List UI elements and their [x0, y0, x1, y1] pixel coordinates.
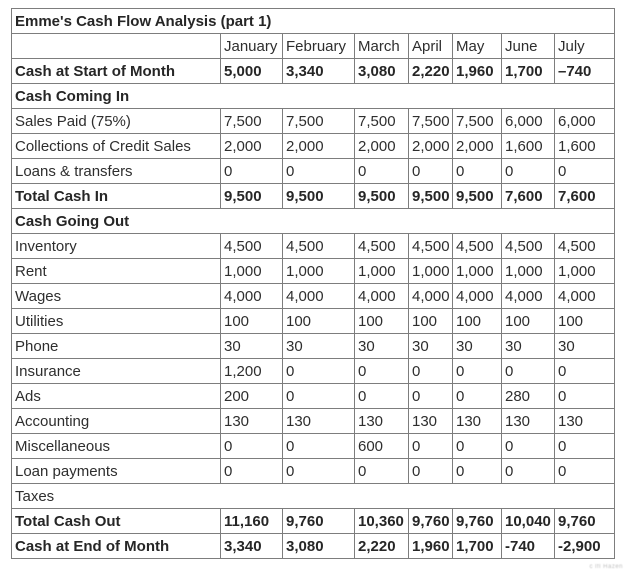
row-label-cell: Wages [12, 284, 221, 309]
table-row [12, 9, 615, 34]
value-cell: 1,000 [283, 259, 355, 284]
value-cell: 0 [409, 459, 453, 484]
value-cell: 1,600 [555, 134, 615, 159]
value-cell: 4,000 [283, 284, 355, 309]
value-cell: 30 [555, 334, 615, 359]
value-cell: 0 [355, 384, 409, 409]
table-row [12, 134, 615, 159]
value-cell: 130 [453, 409, 502, 434]
value-cell: 130 [409, 409, 453, 434]
section-label: Cash Coming In [12, 84, 615, 109]
month-header-cell: July [555, 34, 615, 59]
value-cell: –740 [555, 59, 615, 84]
value-cell: 9,500 [221, 184, 283, 209]
value-cell: 1,700 [453, 534, 502, 559]
value-cell: 9,760 [283, 509, 355, 534]
value-cell: 2,000 [355, 134, 409, 159]
value-cell: 4,000 [221, 284, 283, 309]
value-cell: 10,360 [355, 509, 409, 534]
month-header-cell: March [355, 34, 409, 59]
row-label-cell: Sales Paid (75%) [12, 109, 221, 134]
value-cell: 1,600 [502, 134, 555, 159]
value-cell: 0 [453, 459, 502, 484]
value-cell: 0 [555, 159, 615, 184]
value-cell: 9,760 [409, 509, 453, 534]
value-cell: 7,500 [283, 109, 355, 134]
value-cell: 0 [221, 459, 283, 484]
value-cell: 0 [283, 459, 355, 484]
value-cell: 280 [502, 384, 555, 409]
value-cell: 2,000 [409, 134, 453, 159]
month-header-cell: June [502, 34, 555, 59]
value-cell: 30 [453, 334, 502, 359]
month-header-cell: January [221, 34, 283, 59]
row-label-cell: Miscellaneous [12, 434, 221, 459]
value-cell: 30 [355, 334, 409, 359]
table-row [12, 84, 615, 109]
value-cell: 0 [555, 434, 615, 459]
row-label-cell: Inventory [12, 234, 221, 259]
table-row [12, 359, 615, 384]
row-label-cell: Total Cash In [12, 184, 221, 209]
value-cell: 0 [283, 359, 355, 384]
row-label-cell: Utilities [12, 309, 221, 334]
value-cell: 0 [283, 384, 355, 409]
value-cell: 0 [502, 359, 555, 384]
value-cell: 0 [555, 459, 615, 484]
row-label-cell: Phone [12, 334, 221, 359]
table-row [12, 309, 615, 334]
value-cell: 0 [453, 159, 502, 184]
table-body [12, 9, 615, 559]
table-title: Emme's Cash Flow Analysis (part 1) [12, 9, 615, 34]
table-row [12, 59, 615, 84]
value-cell: 0 [355, 459, 409, 484]
table-row [12, 534, 615, 559]
value-cell: 0 [502, 434, 555, 459]
value-cell: 0 [409, 384, 453, 409]
table-row [12, 159, 615, 184]
value-cell: 130 [283, 409, 355, 434]
value-cell: 1,000 [355, 259, 409, 284]
value-cell: 0 [283, 434, 355, 459]
value-cell: 0 [502, 159, 555, 184]
value-cell: 7,600 [555, 184, 615, 209]
table-row [12, 409, 615, 434]
value-cell: 7,500 [355, 109, 409, 134]
value-cell: 6,000 [502, 109, 555, 134]
row-label-cell: Loans & transfers [12, 159, 221, 184]
table-row [12, 234, 615, 259]
value-cell: 100 [502, 309, 555, 334]
month-header-cell: February [283, 34, 355, 59]
row-label-cell: Loan payments [12, 459, 221, 484]
table-row [12, 109, 615, 134]
value-cell: 9,500 [283, 184, 355, 209]
table-row [12, 459, 615, 484]
value-cell: 4,000 [355, 284, 409, 309]
row-label-cell: Total Cash Out [12, 509, 221, 534]
value-cell: 5,000 [221, 59, 283, 84]
value-cell: 7,500 [221, 109, 283, 134]
value-cell: 9,760 [555, 509, 615, 534]
value-cell: 1,960 [409, 534, 453, 559]
month-header-cell: April [409, 34, 453, 59]
section-label: Cash Going Out [12, 209, 615, 234]
value-cell: 0 [555, 384, 615, 409]
value-cell: 4,500 [283, 234, 355, 259]
value-cell: 0 [409, 434, 453, 459]
value-cell: 30 [409, 334, 453, 359]
value-cell: 1,000 [453, 259, 502, 284]
table-row [12, 284, 615, 309]
table-row [12, 384, 615, 409]
value-cell: 600 [355, 434, 409, 459]
value-cell: 100 [221, 309, 283, 334]
value-cell: -2,900 [555, 534, 615, 559]
value-cell: 1,960 [453, 59, 502, 84]
value-cell: 3,080 [283, 534, 355, 559]
value-cell: 100 [283, 309, 355, 334]
value-cell: 4,500 [502, 234, 555, 259]
value-cell: 6,000 [555, 109, 615, 134]
value-cell: 30 [283, 334, 355, 359]
watermark: c lfl Hazen [589, 564, 623, 570]
value-cell: 0 [221, 434, 283, 459]
empty-corner-cell [12, 34, 221, 59]
value-cell: 4,500 [555, 234, 615, 259]
value-cell: 0 [409, 359, 453, 384]
value-cell: 0 [502, 459, 555, 484]
table-row [12, 334, 615, 359]
value-cell: 9,500 [453, 184, 502, 209]
value-cell: 100 [355, 309, 409, 334]
value-cell: 1,000 [502, 259, 555, 284]
value-cell: 2,000 [221, 134, 283, 159]
value-cell: 7,500 [453, 109, 502, 134]
section-label: Taxes [12, 484, 615, 509]
value-cell: 7,500 [409, 109, 453, 134]
value-cell: 0 [555, 359, 615, 384]
row-label-cell: Ads [12, 384, 221, 409]
value-cell: 1,000 [409, 259, 453, 284]
value-cell: 100 [555, 309, 615, 334]
value-cell: 30 [502, 334, 555, 359]
cashflow-table [11, 8, 615, 559]
value-cell: 4,500 [221, 234, 283, 259]
value-cell: 30 [221, 334, 283, 359]
value-cell: 1,700 [502, 59, 555, 84]
table-row [12, 184, 615, 209]
value-cell: 130 [502, 409, 555, 434]
value-cell: 7,600 [502, 184, 555, 209]
value-cell: 0 [453, 434, 502, 459]
value-cell: 4,500 [409, 234, 453, 259]
value-cell: 4,000 [453, 284, 502, 309]
table-row [12, 434, 615, 459]
table-row [12, 209, 615, 234]
value-cell: 200 [221, 384, 283, 409]
row-label-cell: Accounting [12, 409, 221, 434]
table-row [12, 34, 615, 59]
value-cell: 4,500 [355, 234, 409, 259]
value-cell: 9,500 [409, 184, 453, 209]
value-cell: 1,000 [221, 259, 283, 284]
value-cell: 9,760 [453, 509, 502, 534]
value-cell: 2,220 [409, 59, 453, 84]
value-cell: 0 [283, 159, 355, 184]
value-cell: 3,080 [355, 59, 409, 84]
row-label-cell: Collections of Credit Sales [12, 134, 221, 159]
value-cell: 0 [355, 159, 409, 184]
table-row [12, 509, 615, 534]
row-label-cell: Rent [12, 259, 221, 284]
value-cell: 0 [409, 159, 453, 184]
value-cell: 4,500 [453, 234, 502, 259]
value-cell: 0 [453, 359, 502, 384]
value-cell: 130 [221, 409, 283, 434]
value-cell: 100 [409, 309, 453, 334]
table-row [12, 484, 615, 509]
row-label-cell: Cash at Start of Month [12, 59, 221, 84]
value-cell: 9,500 [355, 184, 409, 209]
value-cell: 4,000 [409, 284, 453, 309]
value-cell: 130 [355, 409, 409, 434]
value-cell: 100 [453, 309, 502, 334]
value-cell: 11,160 [221, 509, 283, 534]
value-cell: 1,200 [221, 359, 283, 384]
value-cell: 3,340 [283, 59, 355, 84]
value-cell: 2,220 [355, 534, 409, 559]
month-header-cell: May [453, 34, 502, 59]
value-cell: 2,000 [453, 134, 502, 159]
value-cell: 1,000 [555, 259, 615, 284]
value-cell: 4,000 [502, 284, 555, 309]
value-cell: 10,040 [502, 509, 555, 534]
value-cell: 3,340 [221, 534, 283, 559]
row-label-cell: Cash at End of Month [12, 534, 221, 559]
value-cell: -740 [502, 534, 555, 559]
value-cell: 0 [221, 159, 283, 184]
value-cell: 2,000 [283, 134, 355, 159]
value-cell: 4,000 [555, 284, 615, 309]
value-cell: 0 [355, 359, 409, 384]
table-row [12, 259, 615, 284]
row-label-cell: Insurance [12, 359, 221, 384]
value-cell: 130 [555, 409, 615, 434]
value-cell: 0 [453, 384, 502, 409]
